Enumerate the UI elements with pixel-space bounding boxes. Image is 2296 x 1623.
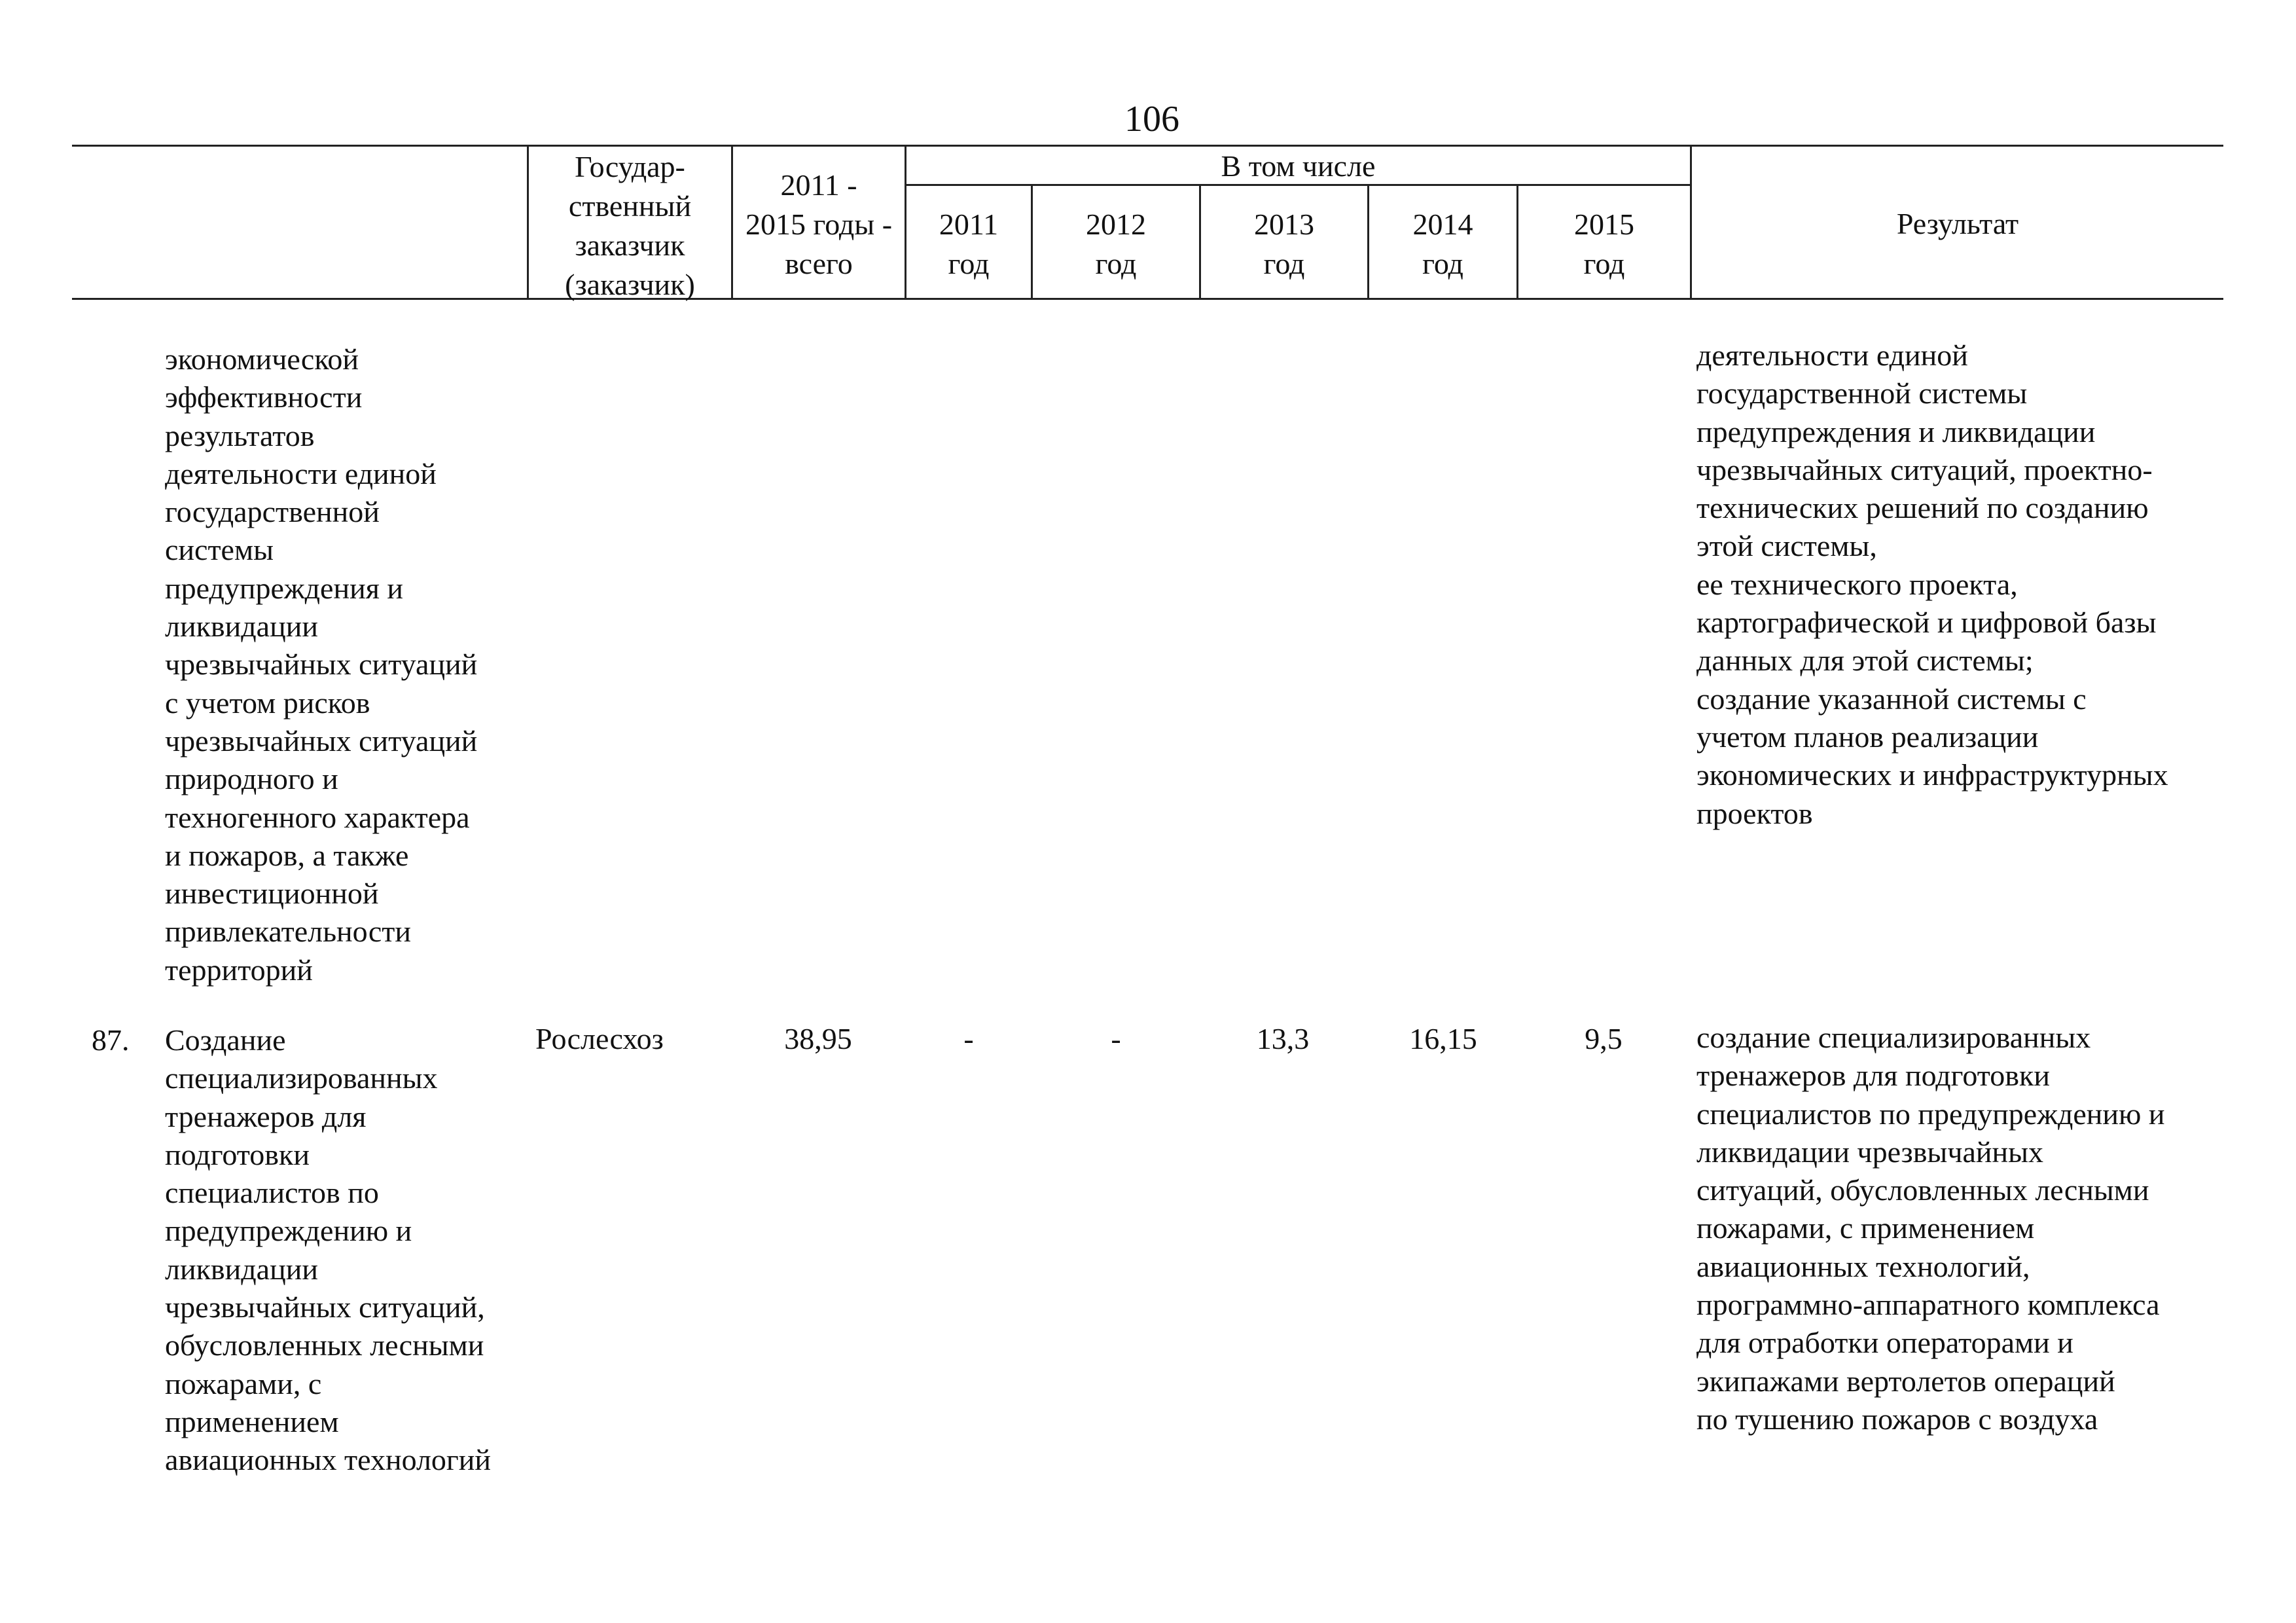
row-87-2011: -: [963, 1022, 974, 1055]
header-year-2014: 2014 год: [1412, 208, 1473, 280]
row-87-2013: 13,3: [1256, 1022, 1310, 1055]
continued-row-description: экономической эффективности результатов деятельности единой государственной системы предупреждения и ликвидации чрезвычайных ситуаций с учетом рисков чрезвычайных ситуаций природного и техногенного характера и пожаров, а также инвестиционной привлекательности территорий: [165, 342, 478, 987]
header-result: Результат: [1896, 207, 2019, 240]
header-bottom-rule: [72, 298, 2223, 300]
header-including: В том числе: [1221, 149, 1376, 183]
row-87-result: создание специализированных тренажеров для подготовки специалистов по предупреждению и ликвидации чрезвычайных ситуаций, обусловленных лесными пожарами, с применением авиационных технологий, программно-аппаратного комплекса для отработки операторами и экипажами вертолетов операций по тушению пожаров с воздуха: [1696, 1021, 2165, 1436]
page-number: 106: [1124, 99, 1179, 139]
row-87-description: Создание специализированных тренажеров для подготовки специалистов по предупреждению и ликвидации чрезвычайных ситуаций, обусловленных лесными пожарами, с применением авиационных технологий: [165, 1023, 492, 1477]
row-87-2015: 9,5: [1585, 1022, 1623, 1055]
row-87-customer: Рослесхоз: [535, 1022, 664, 1055]
row-87-total: 38,95: [784, 1022, 852, 1055]
header-total: 2011 - 2015 годы - всего: [745, 168, 893, 280]
row-87-2014: 16,15: [1409, 1022, 1477, 1055]
header-year-2015: 2015 год: [1574, 208, 1634, 280]
header-year-2013: 2013 год: [1254, 208, 1314, 280]
header-year-2011: 2011 год: [939, 208, 999, 280]
continued-row-result: деятельности единой государственной системы предупреждения и ликвидации чрезвычайных ситуаций, проектно- технических решений по созданию этой системы, ее технического проекта, картографической и цифровой базы данных для этой системы; создание указанной системы с учетом планов реализации экономических и инфраструктурных проектов: [1696, 338, 2168, 830]
header-year-2012: 2012 год: [1086, 208, 1146, 280]
row-87-number: 87.: [92, 1023, 130, 1057]
header-customer: Государ- ственный заказчик (заказчик): [565, 150, 695, 301]
row-87-2012: -: [1111, 1022, 1121, 1055]
